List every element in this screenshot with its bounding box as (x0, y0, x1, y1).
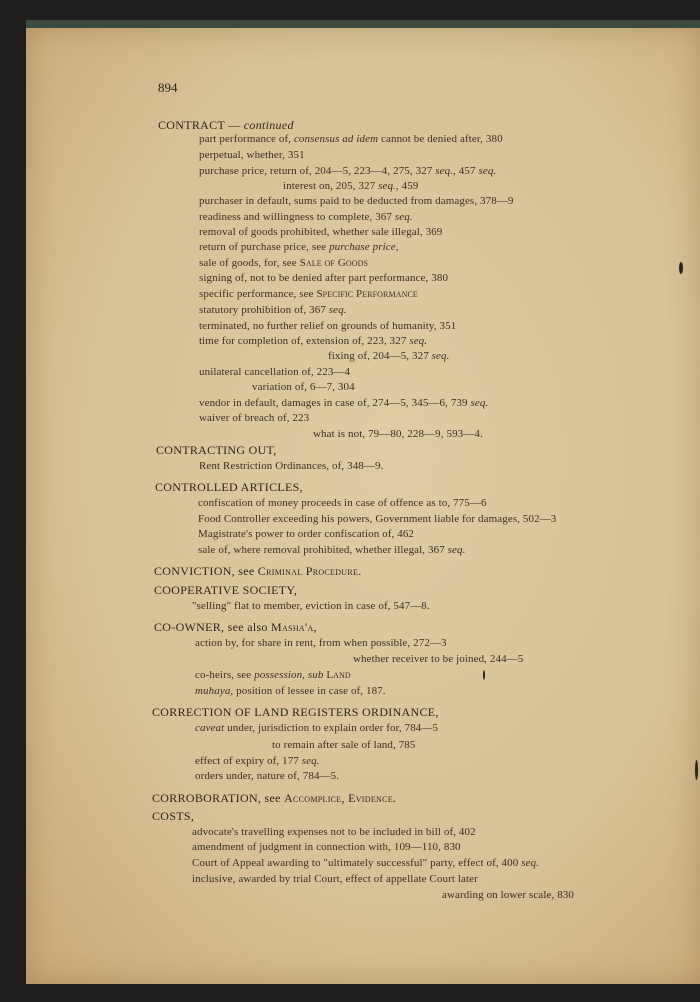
index-subentry (198, 497, 487, 509)
entry-text: possession, sub (254, 669, 324, 681)
entry-text: CONTRACTING OUT, (156, 443, 277, 457)
entry-text: Food Controller exceeding his powers, Government liable for damages, 502—3 (198, 513, 557, 525)
entry-text: Masha'a, (271, 620, 317, 634)
entry-text: awarding on lower scale, 830 (442, 889, 575, 901)
entry-text: seq. (521, 857, 540, 869)
index-heading (158, 118, 294, 133)
entry-text: waiver of breach of, 223 (199, 412, 310, 424)
entry-text: see also (227, 620, 272, 634)
entry-text: continued (243, 118, 294, 132)
index-subentry (199, 149, 305, 161)
entry-text: to remain after sale of land, 785 (272, 739, 416, 751)
entry-text: consensus ad idem (293, 133, 379, 145)
index-subentry (252, 381, 355, 393)
entry-text: sale of goods, for, see (199, 257, 300, 269)
entry-text: seq. (409, 335, 428, 347)
entry-text: action by, for share in rent, from when possible, 272—3 (195, 637, 447, 649)
index-subentry (283, 180, 418, 192)
entry-text: Court of Appeal awarding to "ultimately successful" party, effect of, 400 (192, 857, 522, 869)
entry-text: purchaser in default, sums paid to be deducted from damages, 378—9 (199, 195, 514, 207)
entry-text: vendor in default, damages in case of, 274—5, 345—6, 739 (199, 397, 471, 409)
entry-text: readiness and willingness to complete, 367 (199, 211, 395, 223)
index-subentry (199, 412, 309, 424)
entry-text: Magistrate's power to order confiscation of, 462 (198, 528, 415, 540)
entry-text: variation of, 6—7, 304 (252, 381, 355, 393)
entry-text: seq. (301, 755, 320, 767)
entry-text: co-heirs, see (195, 669, 255, 681)
entry-text: seq. (378, 180, 396, 192)
index-subentry (272, 739, 416, 751)
entry-text: seq. (435, 165, 454, 177)
entry-text: part performance of, (199, 133, 294, 145)
entry-text: see (264, 791, 285, 805)
entry-text: Land (326, 669, 351, 681)
index-subentry (199, 257, 368, 269)
entry-text: purchase price (329, 241, 396, 253)
entry-text: Sale of Goods (299, 257, 369, 269)
entry-text: time for completion of, extension of, 223, 327 (199, 335, 410, 347)
index-heading (152, 791, 396, 806)
index-subentry (442, 889, 574, 901)
index-subentry (199, 320, 456, 332)
entry-text: orders under, nature of, 784—5. (195, 770, 340, 782)
ink-spot (679, 262, 683, 274)
entry-text: seq. (447, 544, 466, 556)
index-subentry (199, 226, 442, 238)
entry-text: CONVICTION, (154, 564, 239, 578)
index-subentry (199, 165, 496, 177)
index-subentry (199, 211, 413, 223)
index-subentry (198, 513, 556, 525)
index-subentry (192, 857, 539, 869)
index-subentry (353, 653, 523, 665)
index-subentry (199, 335, 427, 347)
index-subentry (192, 600, 430, 612)
index-subentry (328, 350, 449, 362)
index-subentry (199, 195, 514, 207)
entry-text: Accomplice, Evidence. (284, 791, 397, 805)
entry-text: signing of, not to be denied after part performance, 380 (199, 272, 449, 284)
entry-text: CORROBORATION, (152, 791, 265, 805)
index-subentry (313, 428, 483, 440)
ink-spot (483, 670, 485, 680)
entry-text: inclusive, awarded by trial Court, effect of appellate Court later (192, 873, 478, 885)
index-subentry (195, 669, 351, 681)
entry-text: purchase price, return of, 204—5, 223—4, 275, 327 (199, 165, 436, 177)
entry-text: confiscation of money proceeds in case of offence as to, 775—6 (198, 497, 487, 509)
entry-text: seq. (478, 165, 497, 177)
entry-text: terminated, no further relief on grounds of humanity, 351 (199, 320, 457, 332)
entry-text: CO-OWNER, (154, 620, 228, 634)
entry-text: see (238, 564, 258, 578)
entry-text: amendment of judgment in connection with, 109—110, 830 (192, 841, 461, 853)
entry-text: whether receiver to be joined, 244—5 (353, 653, 524, 665)
entry-text: perpetual, whether, 351 (199, 149, 305, 161)
entry-text: , 457 (453, 165, 479, 177)
entry-text: caveat (195, 722, 225, 734)
entry-text: muhaya, (195, 685, 234, 697)
entry-text: seq. (470, 397, 489, 409)
entry-text: removal of goods prohibited, whether sale illegal, 369 (199, 226, 443, 238)
index-subentry (195, 637, 447, 649)
index-subentry (199, 304, 347, 316)
entry-text: what is not, 79—80, 228—9, 593—4. (313, 428, 483, 440)
index-subentry (192, 841, 461, 853)
entry-text: advocate's travelling expenses not to be included in bill of, 402 (192, 826, 476, 838)
entry-text: Rent Restriction Ordinances, of, 348—9. (199, 460, 384, 472)
entry-text: specific performance, see (199, 288, 317, 300)
entry-text: seq. (431, 350, 450, 362)
entry-text: unilateral cancellation of, 223—4 (199, 366, 351, 378)
entry-text: , 459 (395, 180, 419, 192)
index-heading (156, 443, 277, 458)
index-heading (154, 620, 317, 635)
entry-text: seq. (328, 304, 347, 316)
entry-text: CONTRACT — (158, 118, 244, 132)
index-heading (152, 809, 194, 824)
entry-text: COSTS, (152, 809, 195, 823)
entry-text: position of lessee in case of, 187. (233, 685, 386, 697)
index-subentry (195, 685, 386, 697)
index-heading (152, 705, 439, 720)
index-subentry (198, 528, 414, 540)
index-subentry (192, 826, 476, 838)
entry-text: seq. (394, 211, 413, 223)
index-subentry (199, 133, 503, 145)
entry-text: interest on, 205, 327 (283, 180, 379, 192)
index-subentry (195, 722, 438, 734)
entry-text: sale of, where removal prohibited, whether illegal, 367 (198, 544, 448, 556)
index-subentry (199, 366, 350, 378)
entry-text: under, jurisdiction to explain order for, 784—5 (224, 722, 439, 734)
index-subentry (199, 460, 383, 472)
index-subentry (199, 241, 399, 253)
index-subentry (192, 873, 478, 885)
entry-text: fixing of, 204—5, 327 (328, 350, 432, 362)
entry-text: cannot be denied after, 380 (378, 133, 503, 145)
index-heading (155, 480, 303, 495)
entry-text: COOPERATIVE SOCIETY, (154, 583, 298, 597)
index-subentry (195, 755, 320, 767)
page-number: 894 (158, 80, 178, 95)
entry-text: CORRECTION OF LAND REGISTERS ORDINANCE, (152, 705, 439, 719)
entry-text: Criminal Procedure. (257, 564, 362, 578)
entry-text: CONTROLLED ARTICLES, (155, 480, 303, 494)
index-subentry (195, 770, 339, 782)
index-subentry (198, 544, 466, 556)
ink-spot (695, 760, 698, 780)
index-heading (154, 564, 362, 579)
index-subentry (199, 288, 418, 300)
entry-text: , (395, 241, 399, 253)
entry-text: statutory prohibition of, 367 (199, 304, 329, 316)
entry-text: return of purchase price, see (199, 241, 330, 253)
index-subentry (199, 397, 488, 409)
index-subentry (199, 272, 448, 284)
entry-text: effect of expiry of, 177 (195, 755, 302, 767)
entry-text: Specific Performance (316, 288, 418, 300)
index-heading (154, 583, 297, 598)
entry-text: "selling" flat to member, eviction in case of, 547—8. (192, 600, 430, 612)
